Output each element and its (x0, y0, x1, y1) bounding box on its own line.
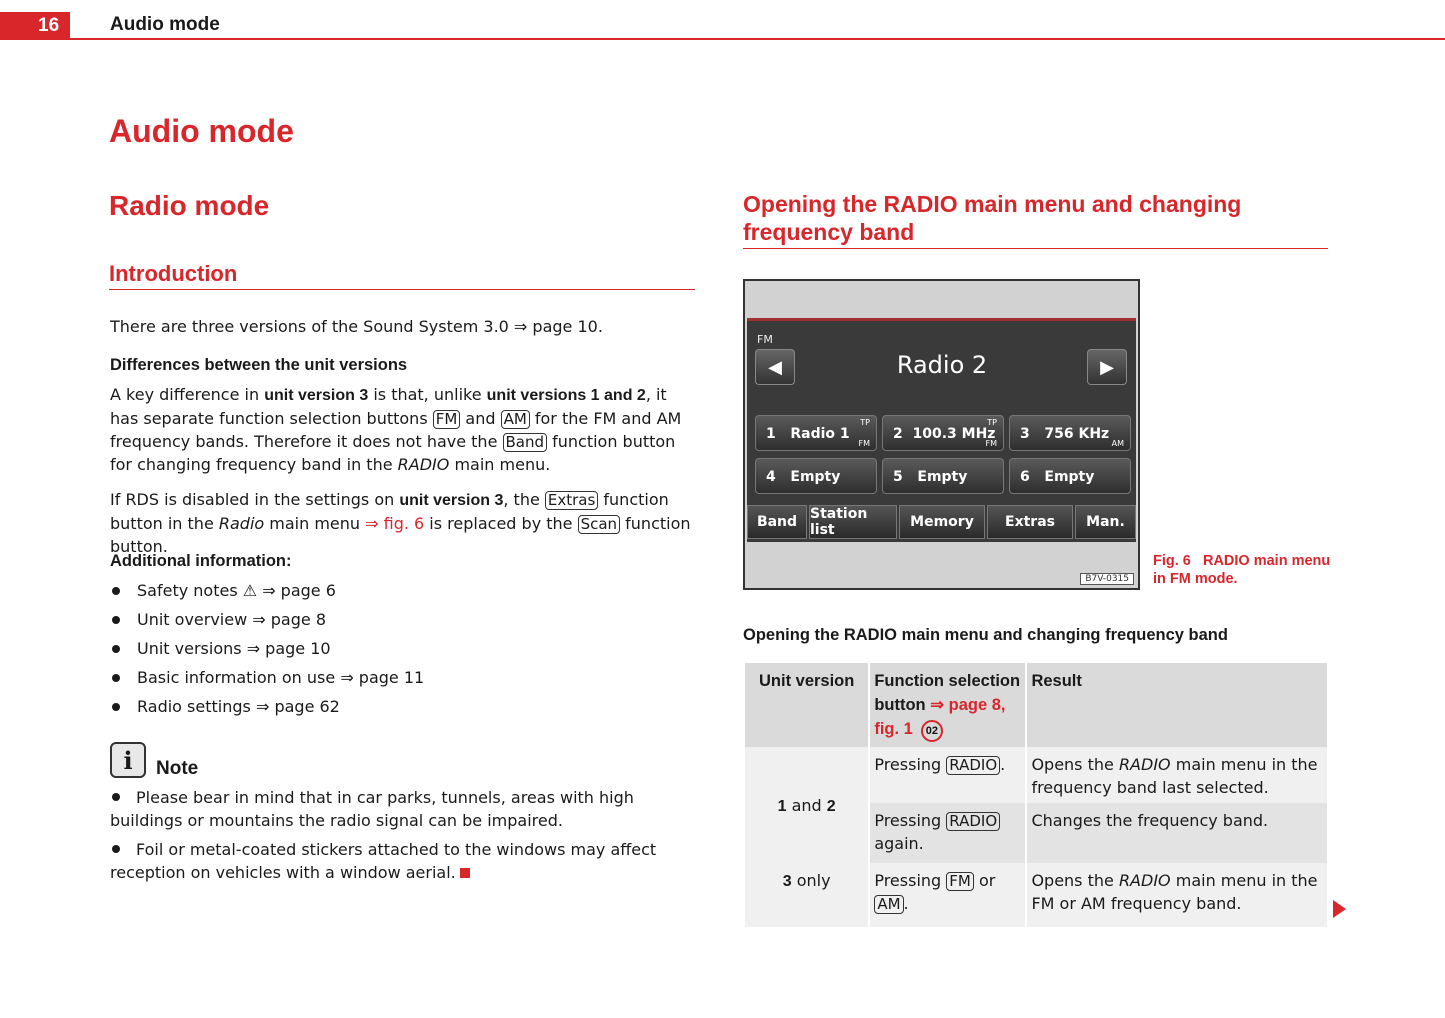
station-list-button[interactable]: Station list (809, 505, 897, 539)
fm-key: FM (433, 410, 461, 429)
function-table (743, 663, 1329, 927)
list-item-label: Unit versions (137, 639, 242, 658)
page-number: 16 (0, 12, 70, 40)
fig-6-link[interactable]: ⇒ fig. 6 (365, 514, 425, 533)
radio-italic: RADIO (397, 455, 450, 474)
right-section-rule (743, 248, 1328, 249)
preset-button-1[interactable] (755, 415, 877, 451)
tp-label: TP (987, 418, 997, 427)
note-item (110, 786, 700, 832)
preset-name: Empty (790, 469, 841, 485)
extras-button[interactable]: Extras (987, 505, 1073, 539)
unit-versions-1-2-text: unit versions 1 and 2 (486, 387, 646, 404)
page-ref: ⇒ page 10 (246, 639, 331, 658)
header-title: Audio mode (110, 14, 220, 35)
text: If RDS is disabled in the settings on (110, 490, 400, 509)
page-ref: ⇒ page 6 (262, 581, 336, 600)
figure-code: B7V-0315 (1080, 573, 1134, 585)
list-item-label: Radio settings (137, 697, 251, 716)
function-cell: Pressing FM or AM . (870, 863, 1025, 927)
text: Pressing (874, 755, 942, 774)
text: is that, unlike (368, 385, 487, 404)
page-ref-link[interactable]: ⇒ page 8, (930, 696, 1006, 714)
caption-number: Fig. 6 (1153, 553, 1191, 569)
preset-name: 100.3 MHz (912, 426, 996, 442)
list-item[interactable] (110, 578, 424, 607)
preset-band: FM (858, 439, 870, 448)
preset-button-3[interactable] (1009, 415, 1131, 451)
prev-station-button[interactable] (755, 349, 795, 385)
additional-info-list (110, 578, 424, 723)
manual-button[interactable]: Man. (1075, 505, 1136, 539)
text: Opens the (1031, 871, 1119, 890)
end-marker-icon (460, 868, 470, 878)
text: and (786, 796, 827, 815)
radio-italic: RADIO (1118, 871, 1171, 890)
tp-label: TP (860, 418, 870, 427)
page-ref: ⇒ page 11 (340, 668, 425, 687)
station-name: Radio 2 (896, 351, 988, 379)
result-cell (1027, 863, 1327, 927)
text: is replaced by the (424, 514, 578, 533)
text: , it has separate function selection buttons (110, 385, 667, 428)
preset-number: 5 (893, 469, 903, 485)
preset-band: FM (985, 439, 997, 448)
note-text: Foil or metal-coated stickers attached to the windows may affect reception on vehicles with a window aerial. (110, 840, 657, 882)
text: and (460, 409, 501, 428)
result-cell (1027, 747, 1327, 803)
unit-version-3-text: unit version 3 (399, 492, 504, 509)
differences-heading: Differences between the unit versions (110, 356, 408, 374)
next-page-arrow-icon[interactable] (1333, 900, 1346, 918)
band-key: Band (503, 433, 548, 452)
additional-info-heading: Additional information: (110, 552, 292, 570)
arrow-right-icon: ▶ (1100, 356, 1114, 378)
text: for the FM and AM frequency bands. Therefore it does not have the (110, 409, 682, 451)
text: main menu (264, 514, 366, 533)
section-title: Radio mode (109, 190, 270, 221)
bullet-icon (112, 845, 120, 853)
text: only (791, 871, 831, 890)
radio-italic: Radio (218, 514, 265, 533)
text: main menu in the frequency band last selected. (1031, 755, 1318, 797)
text: main menu. (449, 455, 551, 474)
unit-version-3-text: unit version 3 (264, 387, 369, 404)
am-key: AM (501, 410, 530, 429)
unit-number: 1 (777, 798, 787, 815)
introduction-rule (109, 289, 695, 290)
header-text: Function selection button (874, 672, 1021, 714)
list-item[interactable] (110, 694, 424, 723)
scan-key: Scan (578, 515, 620, 534)
text: Pressing (874, 811, 942, 830)
warning-icon: ⚠ (242, 581, 258, 600)
function-cell (870, 803, 1025, 863)
bullet-icon (112, 793, 120, 801)
preset-button-4[interactable] (755, 458, 877, 494)
list-item[interactable] (110, 636, 424, 665)
text: function button for changing frequency band in the (110, 432, 676, 474)
radio-key: RADIO (946, 756, 1000, 775)
preset-number: 1 (766, 426, 776, 442)
list-item[interactable] (110, 665, 424, 694)
text: A key difference in (110, 385, 265, 404)
next-station-button[interactable] (1087, 349, 1127, 385)
intro-page-ref[interactable]: ⇒ page 10. (513, 317, 603, 336)
intro-paragraph (110, 315, 700, 338)
info-icon: i (110, 742, 146, 778)
result-cell: Changes the frequency band. (1027, 803, 1327, 863)
header-rule (70, 38, 1445, 40)
unit-version-cell (745, 747, 868, 863)
preset-button-6[interactable] (1009, 458, 1131, 494)
band-label: FM (757, 333, 773, 346)
arrow-left-icon: ◀ (768, 356, 782, 378)
header-unit-version: Unit version (745, 663, 868, 747)
table-title: Opening the RADIO main menu and changing frequency band (743, 626, 1228, 644)
am-key: AM (874, 895, 903, 914)
preset-name: 756 KHz (1044, 426, 1110, 442)
text: Opens the (1031, 755, 1119, 774)
preset-button-2[interactable] (882, 415, 1004, 451)
text: main menu in the FM or AM frequency band. (1031, 871, 1318, 913)
caption-line: in FM mode. (1153, 571, 1238, 587)
radio-key: RADIO (946, 812, 1000, 831)
memory-button[interactable]: Memory (899, 505, 985, 539)
differences-paragraph (110, 383, 700, 476)
main-title: Audio mode (109, 113, 294, 149)
list-item-label: Basic information on use (137, 668, 336, 687)
fig-ref-link[interactable]: fig. 1 (874, 720, 913, 738)
preset-number: 6 (1020, 469, 1030, 485)
page-ref: ⇒ page 8 (252, 610, 326, 629)
note-title: Note (156, 758, 199, 779)
list-item-label: Unit overview (137, 610, 248, 629)
radio-display (747, 318, 1136, 542)
text: or (973, 871, 996, 890)
table-row (745, 747, 1327, 803)
preset-number: 4 (766, 469, 776, 485)
list-item[interactable] (110, 607, 424, 636)
rds-paragraph (110, 488, 700, 558)
introduction-heading: Introduction (109, 261, 238, 286)
text: Pressing (874, 871, 942, 890)
preset-number: 3 (1020, 426, 1030, 442)
band-button[interactable]: Band (747, 505, 807, 539)
unit-number: 2 (826, 798, 836, 815)
figure-caption (1153, 552, 1330, 588)
table-header-row (745, 663, 1327, 747)
text: function button in the (110, 490, 669, 533)
page-ref: ⇒ page 62 (255, 697, 340, 716)
unit-number: 3 (782, 873, 792, 890)
function-cell: Pressing RADIO . (870, 747, 1025, 803)
text: , the (503, 490, 545, 509)
right-section-title: Opening the RADIO main menu and changing frequency band (743, 191, 1242, 245)
note-item (110, 838, 700, 884)
preset-name: Radio 1 (790, 426, 850, 442)
text: function button. (110, 514, 691, 556)
unit-version-cell (745, 863, 868, 927)
caption-line: RADIO main menu (1202, 553, 1331, 569)
header-function-button (870, 663, 1025, 747)
radio-screen-figure (743, 279, 1140, 590)
list-item-label: Safety notes (137, 581, 238, 600)
table-row (745, 863, 1327, 927)
preset-button-5[interactable] (882, 458, 1004, 494)
text: again. (874, 834, 924, 853)
radio-italic: RADIO (1118, 755, 1171, 774)
preset-band: AM (1111, 439, 1124, 448)
intro-text: There are three versions of the Sound System 3.0 (110, 317, 509, 336)
header-result: Result (1027, 663, 1327, 747)
note-text: Please bear in mind that in car parks, tunnels, areas with high buildings or mountains the radio signal can be impaired. (110, 788, 634, 830)
callout-number: 02 (921, 720, 943, 742)
preset-name: Empty (1044, 469, 1095, 485)
preset-name: Empty (917, 469, 968, 485)
fm-key: FM (946, 872, 974, 891)
preset-number: 2 (893, 426, 903, 442)
extras-key: Extras (545, 491, 598, 510)
